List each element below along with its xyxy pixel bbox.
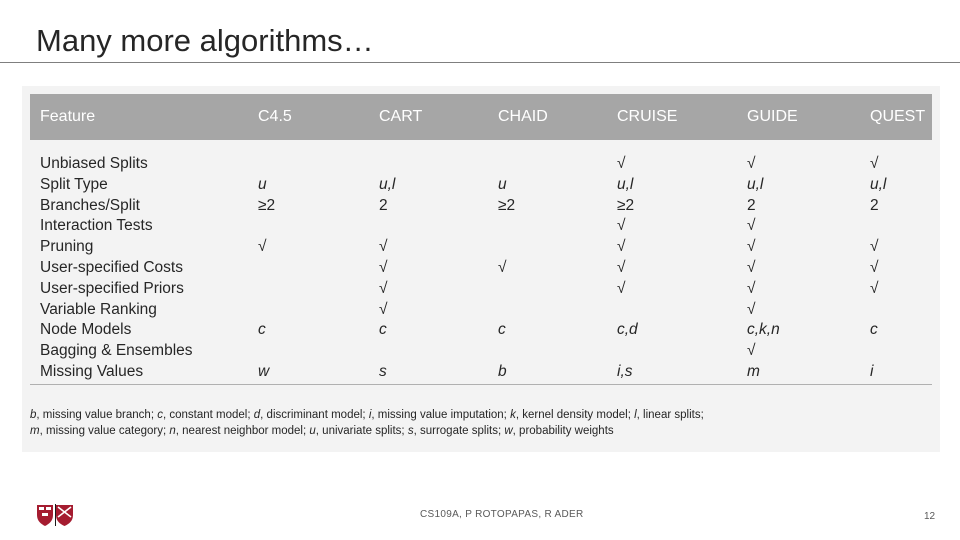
footnote-desc: , discriminant model; [260, 409, 369, 421]
footnote-key: s [407, 425, 414, 437]
slide-title: Many more algorithms… [36, 23, 374, 58]
footnote-key: d [253, 409, 261, 421]
table-row [30, 195, 932, 216]
feature-cell: Bagging & Ensembles [40, 342, 193, 360]
column-header: Feature [40, 108, 96, 125]
value-cell: c [498, 321, 506, 339]
value-cell: u,l [870, 175, 887, 193]
value-cell: b [498, 363, 507, 380]
value-cell: √ [747, 238, 756, 256]
value-cell: √ [870, 155, 879, 172]
footnote-desc: , surrogate splits; [413, 425, 505, 437]
table-row [30, 257, 932, 278]
footnote-desc: , nearest neighbor model; [175, 425, 310, 437]
value-cell: √ [870, 238, 879, 256]
value-cell: √ [379, 279, 388, 297]
feature-cell: User-specified Costs [40, 259, 183, 276]
value-cell: u [258, 175, 267, 193]
value-cell: √ [498, 259, 507, 276]
table-row [30, 299, 932, 320]
feature-cell: User-specified Priors [40, 279, 184, 297]
column-header: CART [379, 108, 423, 125]
value-cell: c,d [617, 321, 638, 339]
footnote-key: u [309, 425, 316, 437]
footnote-line-1 [30, 407, 930, 423]
footnote-key: k [510, 409, 516, 421]
column-header: C4.5 [258, 108, 292, 125]
feature-cell: Variable Ranking [40, 300, 157, 318]
table-row [30, 340, 932, 361]
table-bottom-rule [30, 384, 932, 385]
value-cell: √ [617, 279, 626, 297]
value-cell: √ [617, 259, 626, 276]
table-row [30, 153, 932, 174]
table-row [30, 319, 932, 340]
value-cell: √ [379, 259, 388, 276]
footnote-key: w [504, 425, 513, 437]
table-row [30, 278, 932, 299]
value-cell: √ [747, 300, 756, 318]
title-divider [0, 62, 960, 63]
value-cell: s [379, 363, 387, 380]
value-cell: ≥2 [617, 196, 635, 214]
column-header: CRUISE [617, 108, 678, 125]
value-cell: √ [747, 259, 756, 276]
feature-cell: Missing Values [40, 363, 144, 380]
footnote-desc: , kernel density model; [515, 409, 635, 421]
value-cell: √ [747, 217, 756, 235]
footnote-desc: , probability weights [512, 425, 614, 437]
table-row [30, 215, 932, 236]
value-cell: √ [617, 238, 626, 256]
value-cell: √ [747, 342, 756, 360]
table-row [30, 174, 932, 195]
value-cell: c [379, 321, 387, 339]
feature-cell: Unbiased Splits [40, 155, 148, 172]
comparison-table-figure [22, 86, 940, 452]
footnote-key: b [30, 409, 37, 421]
value-cell: √ [617, 155, 626, 172]
footnote-line-2 [30, 423, 930, 439]
footnote-desc: , univariate splits; [315, 425, 408, 437]
value-cell: √ [870, 279, 879, 297]
value-cell: 2 [747, 196, 756, 214]
table-footnote [30, 407, 930, 439]
table-header [30, 94, 932, 140]
feature-cell: Interaction Tests [40, 217, 153, 235]
value-cell: c,k,n [747, 321, 780, 339]
value-cell: 2 [870, 196, 879, 214]
value-cell: u,l [379, 175, 396, 193]
feature-cell: Node Models [40, 321, 132, 339]
value-cell: ≥2 [258, 196, 276, 214]
value-cell: √ [379, 300, 388, 318]
value-cell: w [258, 363, 270, 380]
column-header: CHAID [498, 108, 548, 125]
value-cell: √ [870, 259, 879, 276]
column-header: GUIDE [747, 108, 798, 125]
value-cell: ≥2 [498, 196, 516, 214]
value-cell: √ [747, 155, 756, 172]
feature-cell: Pruning [40, 238, 94, 256]
value-cell: √ [747, 279, 756, 297]
page-number: 12 [924, 511, 936, 522]
feature-cell: Branches/Split [40, 196, 140, 214]
value-cell: i,s [617, 363, 633, 380]
university-shields-logo-icon [36, 503, 74, 527]
footnote-key: c [157, 409, 163, 421]
value-cell: i [870, 363, 874, 380]
footer-course-authors: CS109A, P ROTOPAPAS, R ADER [420, 509, 584, 520]
feature-cell: Split Type [40, 175, 108, 193]
footnote-key: n [169, 425, 176, 437]
footnote-desc: , linear splits; [636, 409, 704, 421]
table-row [30, 236, 932, 257]
footnote-desc: , constant model; [162, 409, 254, 421]
footnote-key: m [30, 425, 40, 437]
table-row [30, 361, 932, 382]
value-cell: u,l [747, 175, 764, 193]
column-header: QUEST [870, 108, 926, 125]
value-cell: c [870, 321, 878, 339]
footnote-key: i [368, 409, 372, 421]
footnote-desc: , missing value imputation; [371, 409, 511, 421]
value-cell: u [498, 175, 507, 193]
value-cell: √ [379, 238, 388, 256]
footnote-key: l [634, 409, 637, 421]
footnote-desc: , missing value branch; [36, 409, 158, 421]
value-cell: √ [617, 217, 626, 235]
value-cell: √ [258, 238, 267, 256]
footnote-desc: , missing value category; [39, 425, 170, 437]
value-cell: c [258, 321, 266, 339]
value-cell: 2 [379, 196, 388, 214]
value-cell: u,l [617, 175, 634, 193]
value-cell: m [747, 363, 760, 380]
